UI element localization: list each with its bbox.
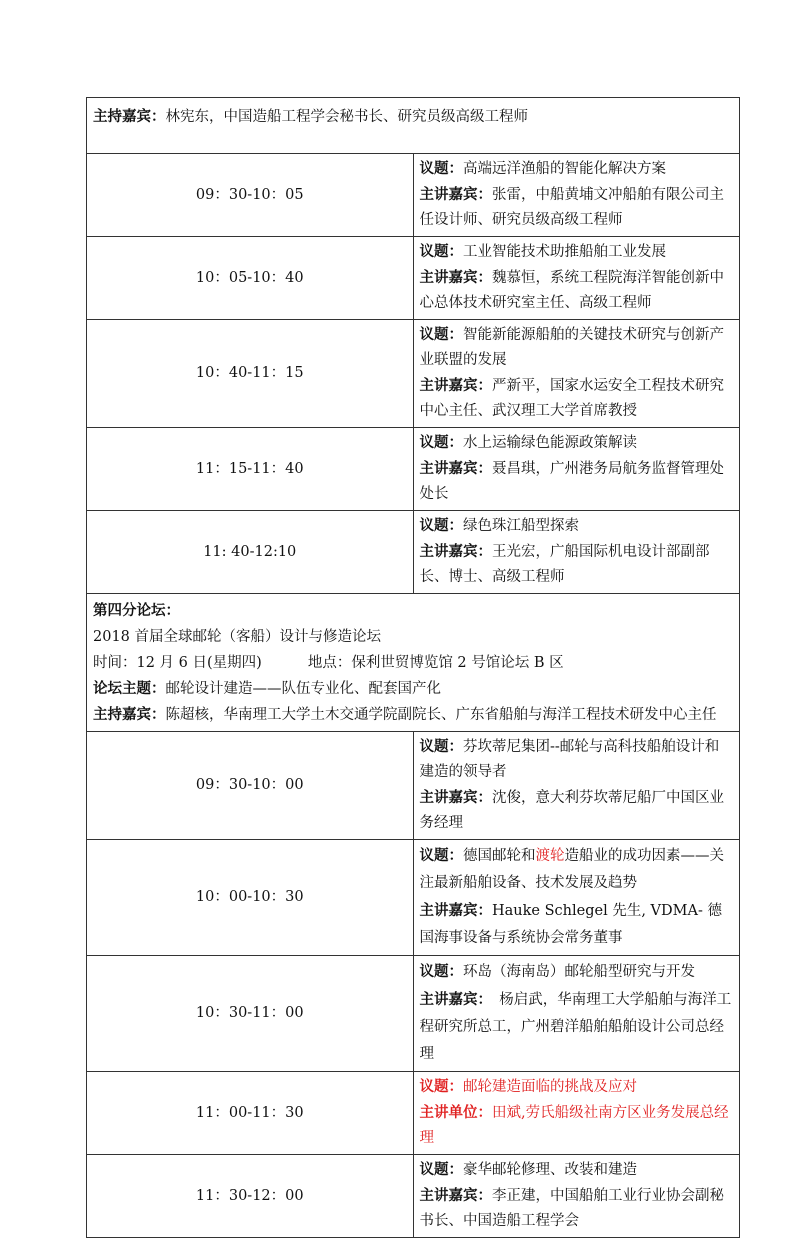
topic-text: 智能新能源船舶的关键技术研究与创新产业联盟的发展 [419, 327, 724, 368]
table-row [87, 154, 740, 237]
topic-text: 工业智能技术助推船舶工业发展 [463, 244, 666, 260]
host-text: 林宪东，中国造船工程学会秘书长、研究员级高级工程师 [165, 109, 528, 125]
table-row [87, 840, 740, 956]
forum-host-value: 陈超核，华南理工大学土木交通学院副院长、广东省船舶与海洋工程技术研发中心主任 [165, 707, 717, 723]
speaker-label: 主讲嘉宾： [419, 991, 485, 1008]
theme-value: 邮轮设计建造——队伍专业化、配套国产化 [165, 681, 441, 697]
topic-text: 芬坎蒂尼集团--邮轮与高科技船舶设计和建造的领导者 [419, 739, 720, 780]
topic-label: 议题： [419, 160, 463, 177]
time-slot: 10：05-10：40 [87, 237, 414, 320]
topic-text-a: 德国邮轮和 [463, 848, 536, 864]
speaker-label: 主讲嘉宾： [419, 789, 492, 806]
forum-host-label: 主持嘉宾： [93, 706, 166, 723]
table-row [87, 428, 740, 511]
time-slot: 11: 40-12:10 [87, 511, 414, 594]
theme-label: 论坛主题： [93, 680, 166, 697]
speaker-label: 主讲嘉宾： [419, 269, 492, 286]
agenda-table [86, 97, 740, 1238]
speaker-label: 主讲单位： [419, 1104, 492, 1121]
speaker-text: 严新平，国家水运安全工程技术研究中心主任、武汉理工大学首席教授 [419, 378, 724, 419]
host-row [87, 98, 740, 154]
time-slot: 10：30-11：00 [87, 956, 414, 1072]
host-label: 主持嘉宾： [93, 108, 166, 125]
time-label: 时间： [93, 655, 137, 671]
table-row [87, 320, 740, 428]
speaker-text: 王光宏，广船国际机电设计部副部长、博士、高级工程师 [419, 544, 710, 585]
time-slot: 11：00-11：30 [87, 1072, 414, 1155]
topic-label: 议题： [419, 326, 463, 343]
topic-highlight: 渡轮 [535, 848, 565, 864]
speaker-label: 主讲嘉宾： [419, 902, 492, 919]
topic-label: 议题： [419, 243, 463, 260]
topic-text: 水上运输绿色能源政策解读 [463, 435, 637, 451]
table-row [87, 511, 740, 594]
table-row [87, 732, 740, 840]
topic-text-b: 造船业的成功因素——关注最新船舶设备、技术发展及趋势 [419, 848, 724, 891]
topic-text: 高端远洋渔船的智能化解决方案 [463, 161, 666, 177]
speaker-label: 主讲嘉宾： [419, 460, 492, 477]
time-slot: 10：00-10：30 [87, 840, 414, 956]
speaker-text: 田斌,劳氏船级社南方区业务发展总经理 [419, 1105, 729, 1146]
time-slot: 11：15-11：40 [87, 428, 414, 511]
speaker-text: 杨启武，华南理工大学船舶与海洋工程研究所总工，广州碧洋船舶船舶设计公司总经理 [419, 992, 732, 1062]
time-slot: 09：30-10：00 [87, 732, 414, 840]
time-slot: 10：40-11：15 [87, 320, 414, 428]
time-value: 12 月 6 日(星期四) [136, 655, 262, 671]
topic-label: 议题： [419, 738, 463, 755]
speaker-text: 张雷，中船黄埔文冲船舶有限公司主任设计师、研究员级高级工程师 [419, 187, 724, 228]
forum-name: 2018 首届全球邮轮（客船）设计与修造论坛 [93, 629, 382, 645]
time-slot: 11：30-12：00 [87, 1155, 414, 1238]
table-row [87, 956, 740, 1072]
speaker-text: 聂昌琪，广州港务局航务监督管理处处长 [419, 461, 724, 502]
table-row [87, 1155, 740, 1238]
speaker-label: 主讲嘉宾： [419, 1187, 492, 1204]
speaker-text: 沈俊，意大利芬坎蒂尼船厂中国区业务经理 [419, 790, 724, 831]
topic-text: 豪华邮轮修理、改装和建造 [463, 1162, 637, 1178]
topic-label: 议题： [419, 963, 463, 980]
topic-label: 议题： [419, 1078, 463, 1095]
speaker-label: 主讲嘉宾： [419, 377, 492, 394]
speaker-text: Hauke Schlegel 先生, VDMA- 德国海事设备与系统协会常务董事 [419, 903, 722, 946]
place-value: 保利世贸博览馆 2 号馆论坛 B 区 [351, 655, 564, 671]
speaker-label: 主讲嘉宾： [419, 543, 492, 560]
place-label: 地点： [307, 655, 352, 671]
forum-heading: 第四分论坛： [93, 602, 180, 619]
topic-label: 议题： [419, 517, 463, 534]
topic-text: 环岛（海南岛）邮轮船型研究与开发 [463, 964, 695, 980]
table-row [87, 237, 740, 320]
table-row [87, 1072, 740, 1155]
topic-label: 议题： [419, 434, 463, 451]
topic-label: 议题： [419, 1161, 463, 1178]
agenda-page [86, 97, 740, 1238]
time-slot: 09：30-10：05 [87, 154, 414, 237]
topic-text: 邮轮建造面临的挑战及应对 [463, 1079, 637, 1095]
topic-label: 议题： [419, 847, 463, 864]
speaker-label: 主讲嘉宾： [419, 186, 492, 203]
topic-text: 绿色珠江船型探索 [463, 518, 579, 534]
speaker-text: 李正建，中国船舶工业行业协会副秘书长、中国造船工程学会 [419, 1188, 724, 1229]
speaker-text: 魏慕恒，系统工程院海洋智能创新中心总体技术研究室主任、高级工程师 [419, 270, 724, 311]
forum-header-row [87, 594, 740, 732]
